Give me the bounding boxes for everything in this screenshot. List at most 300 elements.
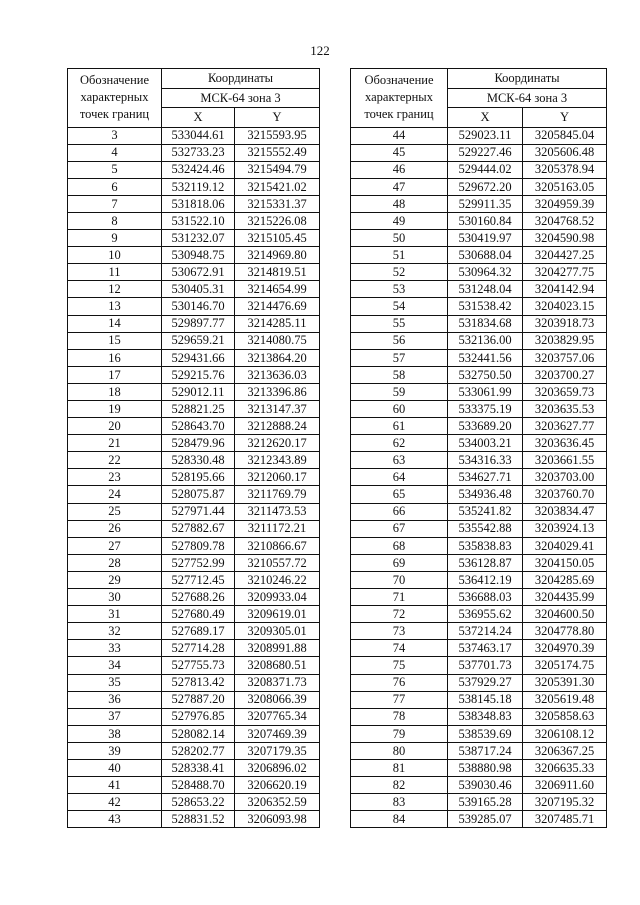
- table-row: [351, 178, 607, 195]
- point-id: 57: [351, 349, 448, 366]
- x-coordinate: 536412.19: [448, 571, 523, 588]
- point-id: 71: [351, 589, 448, 606]
- y-coordinate: 3203829.95: [523, 332, 607, 349]
- y-coordinate: 3208371.73: [235, 674, 320, 691]
- x-coordinate: 534936.48: [448, 486, 523, 503]
- x-coordinate: 538880.98: [448, 759, 523, 776]
- x-coordinate: 531834.68: [448, 315, 523, 332]
- x-coordinate: 531538.42: [448, 298, 523, 315]
- point-id: 8: [68, 212, 162, 229]
- y-coordinate: 3204150.05: [523, 554, 607, 571]
- x-coordinate: 529444.02: [448, 161, 523, 178]
- y-coordinate: 3214819.51: [235, 264, 320, 281]
- x-coordinate: 533044.61: [162, 127, 235, 144]
- table-row: [68, 298, 320, 315]
- x-coordinate: 527887.20: [162, 691, 235, 708]
- table-row: [351, 195, 607, 212]
- point-id: 19: [68, 401, 162, 418]
- y-coordinate: 3210557.72: [235, 554, 320, 571]
- x-coordinate: 529023.11: [448, 127, 523, 144]
- y-coordinate: 3203636.45: [523, 435, 607, 452]
- y-coordinate: 3210246.22: [235, 571, 320, 588]
- table-row: [68, 674, 320, 691]
- y-coordinate: 3215226.08: [235, 212, 320, 229]
- x-coordinate: 528488.70: [162, 777, 235, 794]
- table-row: [68, 742, 320, 759]
- y-coordinate: 3215494.79: [235, 161, 320, 178]
- x-coordinate: 528821.25: [162, 401, 235, 418]
- point-id: 68: [351, 537, 448, 554]
- y-coordinate: 3204435.99: [523, 589, 607, 606]
- table-row: [68, 606, 320, 623]
- y-coordinate: 3204768.52: [523, 212, 607, 229]
- point-id: 80: [351, 742, 448, 759]
- point-id: 37: [68, 708, 162, 725]
- table-row: [351, 674, 607, 691]
- y-coordinate: 3205606.48: [523, 144, 607, 161]
- point-id: 53: [351, 281, 448, 298]
- point-id: 23: [68, 469, 162, 486]
- y-coordinate: 3207179.35: [235, 742, 320, 759]
- y-coordinate: 3205858.63: [523, 708, 607, 725]
- x-coordinate: 532733.23: [162, 144, 235, 161]
- y-coordinate: 3214476.69: [235, 298, 320, 315]
- table-row: [68, 264, 320, 281]
- point-id: 55: [351, 315, 448, 332]
- y-coordinate: 3214654.99: [235, 281, 320, 298]
- point-id: 56: [351, 332, 448, 349]
- y-coordinate: 3207469.39: [235, 725, 320, 742]
- x-coordinate: 528330.48: [162, 452, 235, 469]
- y-coordinate: 3205163.05: [523, 178, 607, 195]
- point-id: 7: [68, 195, 162, 212]
- x-coordinate: 528831.52: [162, 811, 235, 828]
- x-coordinate: 534316.33: [448, 452, 523, 469]
- table-row: [351, 469, 607, 486]
- x-coordinate: 527971.44: [162, 503, 235, 520]
- table-row: [68, 230, 320, 247]
- table-row: [68, 349, 320, 366]
- point-id: 40: [68, 759, 162, 776]
- point-id: 10: [68, 247, 162, 264]
- x-coordinate: 527712.45: [162, 571, 235, 588]
- table-row: [351, 486, 607, 503]
- table-row: [68, 691, 320, 708]
- x-coordinate: 539285.07: [448, 811, 523, 828]
- point-id: 31: [68, 606, 162, 623]
- point-id: 59: [351, 383, 448, 400]
- coordinate-system-header: МСК-64 зона 3: [448, 88, 607, 108]
- table-row: [68, 503, 320, 520]
- point-id: 61: [351, 418, 448, 435]
- y-coordinate: 3204600.50: [523, 606, 607, 623]
- y-coordinate: 3205174.75: [523, 657, 607, 674]
- y-coordinate: 3207485.71: [523, 811, 607, 828]
- point-id: 52: [351, 264, 448, 281]
- point-id: 18: [68, 383, 162, 400]
- y-coordinate: 3212060.17: [235, 469, 320, 486]
- table-row: [351, 332, 607, 349]
- point-id: 36: [68, 691, 162, 708]
- x-coordinate: 535241.82: [448, 503, 523, 520]
- y-coordinate: 3204590.98: [523, 230, 607, 247]
- point-id: 81: [351, 759, 448, 776]
- y-coordinate: 3206093.98: [235, 811, 320, 828]
- x-coordinate: 538717.24: [448, 742, 523, 759]
- y-coordinate: 3205619.48: [523, 691, 607, 708]
- point-id: 38: [68, 725, 162, 742]
- y-coordinate: 3213396.86: [235, 383, 320, 400]
- y-coordinate: 3214285.11: [235, 315, 320, 332]
- y-coordinate: 3204023.15: [523, 298, 607, 315]
- x-coordinate: 528082.14: [162, 725, 235, 742]
- table-row: [68, 247, 320, 264]
- table-row: [351, 537, 607, 554]
- designation-header: Обозначение характерных точек границ: [351, 69, 448, 128]
- y-coordinate: 3213636.03: [235, 366, 320, 383]
- point-id: 51: [351, 247, 448, 264]
- y-coordinate: 3204285.69: [523, 571, 607, 588]
- x-coordinate: 528195.66: [162, 469, 235, 486]
- y-coordinate: 3215105.45: [235, 230, 320, 247]
- x-coordinate: 535838.83: [448, 537, 523, 554]
- y-coordinate: 3203659.73: [523, 383, 607, 400]
- x-coordinate: 539165.28: [448, 794, 523, 811]
- table-row: [68, 811, 320, 828]
- point-id: 75: [351, 657, 448, 674]
- table-row: [68, 195, 320, 212]
- table-row: [351, 212, 607, 229]
- table-row: [68, 759, 320, 776]
- table-row: [68, 332, 320, 349]
- x-coordinate: 527714.28: [162, 640, 235, 657]
- y-coordinate: 3204959.39: [523, 195, 607, 212]
- point-id: 13: [68, 298, 162, 315]
- x-coordinate: 529431.66: [162, 349, 235, 366]
- table-row: [351, 520, 607, 537]
- y-coordinate: 3215331.37: [235, 195, 320, 212]
- x-coordinate: 531522.10: [162, 212, 235, 229]
- x-coordinate: 530160.84: [448, 212, 523, 229]
- y-coordinate: 3204277.75: [523, 264, 607, 281]
- point-id: 63: [351, 452, 448, 469]
- coordinates-table-right: [350, 68, 607, 828]
- x-coordinate: 530672.91: [162, 264, 235, 281]
- point-id: 21: [68, 435, 162, 452]
- x-coordinate: 527976.85: [162, 708, 235, 725]
- point-id: 3: [68, 127, 162, 144]
- x-coordinate: 527688.26: [162, 589, 235, 606]
- table-row: [68, 418, 320, 435]
- point-id: 45: [351, 144, 448, 161]
- table-row: [351, 725, 607, 742]
- x-coordinate: 532424.46: [162, 161, 235, 178]
- y-coordinate: 3214080.75: [235, 332, 320, 349]
- y-coordinate: 3215593.95: [235, 127, 320, 144]
- table-row: [351, 742, 607, 759]
- table-row: [351, 281, 607, 298]
- y-coordinate: 3210866.67: [235, 537, 320, 554]
- table-row: [68, 589, 320, 606]
- coordinates-table-left: [67, 68, 320, 828]
- table-row: [68, 725, 320, 742]
- x-coordinate: 527809.78: [162, 537, 235, 554]
- point-id: 49: [351, 212, 448, 229]
- y-coordinate: 3203700.27: [523, 366, 607, 383]
- table-row: [68, 623, 320, 640]
- table-row: [351, 640, 607, 657]
- table-row: [351, 623, 607, 640]
- y-column-header: Y: [235, 108, 320, 128]
- x-coordinate: 528338.41: [162, 759, 235, 776]
- x-coordinate: 528653.22: [162, 794, 235, 811]
- y-coordinate: 3206367.25: [523, 742, 607, 759]
- table-row: [351, 657, 607, 674]
- point-id: 65: [351, 486, 448, 503]
- x-coordinate: 530688.04: [448, 247, 523, 264]
- point-id: 33: [68, 640, 162, 657]
- y-coordinate: 3203834.47: [523, 503, 607, 520]
- y-coordinate: 3203924.13: [523, 520, 607, 537]
- point-id: 25: [68, 503, 162, 520]
- x-coordinate: 529227.46: [448, 144, 523, 161]
- x-coordinate: 529215.76: [162, 366, 235, 383]
- table-row: [68, 383, 320, 400]
- point-id: 27: [68, 537, 162, 554]
- table-row: [68, 401, 320, 418]
- y-coordinate: 3205845.04: [523, 127, 607, 144]
- x-coordinate: 527752.99: [162, 554, 235, 571]
- y-coordinate: 3209619.01: [235, 606, 320, 623]
- y-coordinate: 3206911.60: [523, 777, 607, 794]
- x-coordinate: 532136.00: [448, 332, 523, 349]
- point-id: 66: [351, 503, 448, 520]
- x-coordinate: 528643.70: [162, 418, 235, 435]
- point-id: 70: [351, 571, 448, 588]
- point-id: 74: [351, 640, 448, 657]
- table-row: [351, 383, 607, 400]
- table-row: [68, 537, 320, 554]
- y-coordinate: 3208680.51: [235, 657, 320, 674]
- y-coordinate: 3208991.88: [235, 640, 320, 657]
- point-id: 48: [351, 195, 448, 212]
- y-coordinate: 3214969.80: [235, 247, 320, 264]
- point-id: 17: [68, 366, 162, 383]
- y-coordinate: 3203627.77: [523, 418, 607, 435]
- point-id: 44: [351, 127, 448, 144]
- point-id: 6: [68, 178, 162, 195]
- y-coordinate: 3205391.30: [523, 674, 607, 691]
- point-id: 73: [351, 623, 448, 640]
- table-row: [351, 554, 607, 571]
- table-row: [68, 161, 320, 178]
- table-row: [68, 212, 320, 229]
- table-row: [351, 435, 607, 452]
- y-coordinate: 3206635.33: [523, 759, 607, 776]
- x-coordinate: 530964.32: [448, 264, 523, 281]
- table-row: [351, 708, 607, 725]
- coordinates-header: Координаты: [448, 69, 607, 89]
- point-id: 12: [68, 281, 162, 298]
- y-coordinate: 3212620.17: [235, 435, 320, 452]
- point-id: 84: [351, 811, 448, 828]
- point-id: 29: [68, 571, 162, 588]
- point-id: 83: [351, 794, 448, 811]
- x-column-header: X: [162, 108, 235, 128]
- y-coordinate: 3206352.59: [235, 794, 320, 811]
- table-row: [351, 589, 607, 606]
- x-coordinate: 539030.46: [448, 777, 523, 794]
- x-coordinate: 531248.04: [448, 281, 523, 298]
- y-coordinate: 3213147.37: [235, 401, 320, 418]
- point-id: 39: [68, 742, 162, 759]
- y-coordinate: 3209933.04: [235, 589, 320, 606]
- y-coordinate: 3203760.70: [523, 486, 607, 503]
- point-id: 4: [68, 144, 162, 161]
- table-row: [351, 401, 607, 418]
- y-coordinate: 3204778.80: [523, 623, 607, 640]
- x-column-header: X: [448, 108, 523, 128]
- y-coordinate: 3206896.02: [235, 759, 320, 776]
- table-row: [351, 144, 607, 161]
- point-id: 26: [68, 520, 162, 537]
- x-coordinate: 534627.71: [448, 469, 523, 486]
- y-coordinate: 3215552.49: [235, 144, 320, 161]
- designation-header: Обозначение характерных точек границ: [68, 69, 162, 128]
- point-id: 60: [351, 401, 448, 418]
- point-id: 43: [68, 811, 162, 828]
- x-coordinate: 528202.77: [162, 742, 235, 759]
- x-coordinate: 532119.12: [162, 178, 235, 195]
- x-coordinate: 527689.17: [162, 623, 235, 640]
- table-row: [68, 657, 320, 674]
- x-coordinate: 531232.07: [162, 230, 235, 247]
- point-id: 50: [351, 230, 448, 247]
- table-row: [68, 178, 320, 195]
- point-id: 30: [68, 589, 162, 606]
- x-coordinate: 538348.83: [448, 708, 523, 725]
- table-row: [68, 794, 320, 811]
- coordinate-system-header: МСК-64 зона 3: [162, 88, 320, 108]
- x-coordinate: 538539.69: [448, 725, 523, 742]
- table-row: [68, 777, 320, 794]
- table-row: [351, 366, 607, 383]
- x-coordinate: 529659.21: [162, 332, 235, 349]
- table-row: [351, 161, 607, 178]
- point-id: 5: [68, 161, 162, 178]
- y-coordinate: 3208066.39: [235, 691, 320, 708]
- point-id: 62: [351, 435, 448, 452]
- coordinates-header: Координаты: [162, 69, 320, 89]
- x-coordinate: 533689.20: [448, 418, 523, 435]
- point-id: 34: [68, 657, 162, 674]
- y-coordinate: 3211769.79: [235, 486, 320, 503]
- table-row: [351, 349, 607, 366]
- x-coordinate: 529012.11: [162, 383, 235, 400]
- y-coordinate: 3203918.73: [523, 315, 607, 332]
- table-row: [68, 520, 320, 537]
- point-id: 58: [351, 366, 448, 383]
- x-coordinate: 527882.67: [162, 520, 235, 537]
- x-coordinate: 535542.88: [448, 520, 523, 537]
- point-id: 67: [351, 520, 448, 537]
- x-coordinate: 531818.06: [162, 195, 235, 212]
- y-coordinate: 3211172.21: [235, 520, 320, 537]
- y-coordinate: 3204142.94: [523, 281, 607, 298]
- point-id: 42: [68, 794, 162, 811]
- x-coordinate: 528075.87: [162, 486, 235, 503]
- table-row: [351, 264, 607, 281]
- point-id: 41: [68, 777, 162, 794]
- point-id: 72: [351, 606, 448, 623]
- x-coordinate: 537463.17: [448, 640, 523, 657]
- point-id: 64: [351, 469, 448, 486]
- x-coordinate: 536955.62: [448, 606, 523, 623]
- point-id: 15: [68, 332, 162, 349]
- table-row: [68, 486, 320, 503]
- point-id: 11: [68, 264, 162, 281]
- point-id: 35: [68, 674, 162, 691]
- point-id: 14: [68, 315, 162, 332]
- x-coordinate: 532441.56: [448, 349, 523, 366]
- table-row: [68, 127, 320, 144]
- table-row: [351, 503, 607, 520]
- point-id: 28: [68, 554, 162, 571]
- point-id: 22: [68, 452, 162, 469]
- y-coordinate: 3206108.12: [523, 725, 607, 742]
- coordinates-body-right: [351, 127, 607, 828]
- x-coordinate: 527755.73: [162, 657, 235, 674]
- table-row: [68, 435, 320, 452]
- x-coordinate: 536128.87: [448, 554, 523, 571]
- x-coordinate: 529897.77: [162, 315, 235, 332]
- table-row: [68, 554, 320, 571]
- table-row: [351, 571, 607, 588]
- y-coordinate: 3212888.24: [235, 418, 320, 435]
- x-coordinate: 538145.18: [448, 691, 523, 708]
- point-id: 24: [68, 486, 162, 503]
- y-coordinate: 3204427.25: [523, 247, 607, 264]
- table-row: [351, 418, 607, 435]
- x-coordinate: 527680.49: [162, 606, 235, 623]
- table-row: [68, 708, 320, 725]
- y-coordinate: 3203757.06: [523, 349, 607, 366]
- page-number: 122: [310, 43, 330, 58]
- table-row: [351, 811, 607, 828]
- table-row: [68, 315, 320, 332]
- y-coordinate: 3205378.94: [523, 161, 607, 178]
- coordinates-body-left: [68, 127, 320, 828]
- x-coordinate: 537701.73: [448, 657, 523, 674]
- y-coordinate: 3203661.55: [523, 452, 607, 469]
- x-coordinate: 530419.97: [448, 230, 523, 247]
- x-coordinate: 533375.19: [448, 401, 523, 418]
- point-id: 46: [351, 161, 448, 178]
- x-coordinate: 530405.31: [162, 281, 235, 298]
- x-coordinate: 527813.42: [162, 674, 235, 691]
- point-id: 16: [68, 349, 162, 366]
- table-row: [351, 794, 607, 811]
- y-coordinate: 3211473.53: [235, 503, 320, 520]
- point-id: 69: [351, 554, 448, 571]
- table-row: [351, 452, 607, 469]
- table-row: [351, 298, 607, 315]
- table-row: [351, 691, 607, 708]
- y-coordinate: 3207765.34: [235, 708, 320, 725]
- y-coordinate: 3215421.02: [235, 178, 320, 195]
- x-coordinate: 536688.03: [448, 589, 523, 606]
- y-coordinate: 3204029.41: [523, 537, 607, 554]
